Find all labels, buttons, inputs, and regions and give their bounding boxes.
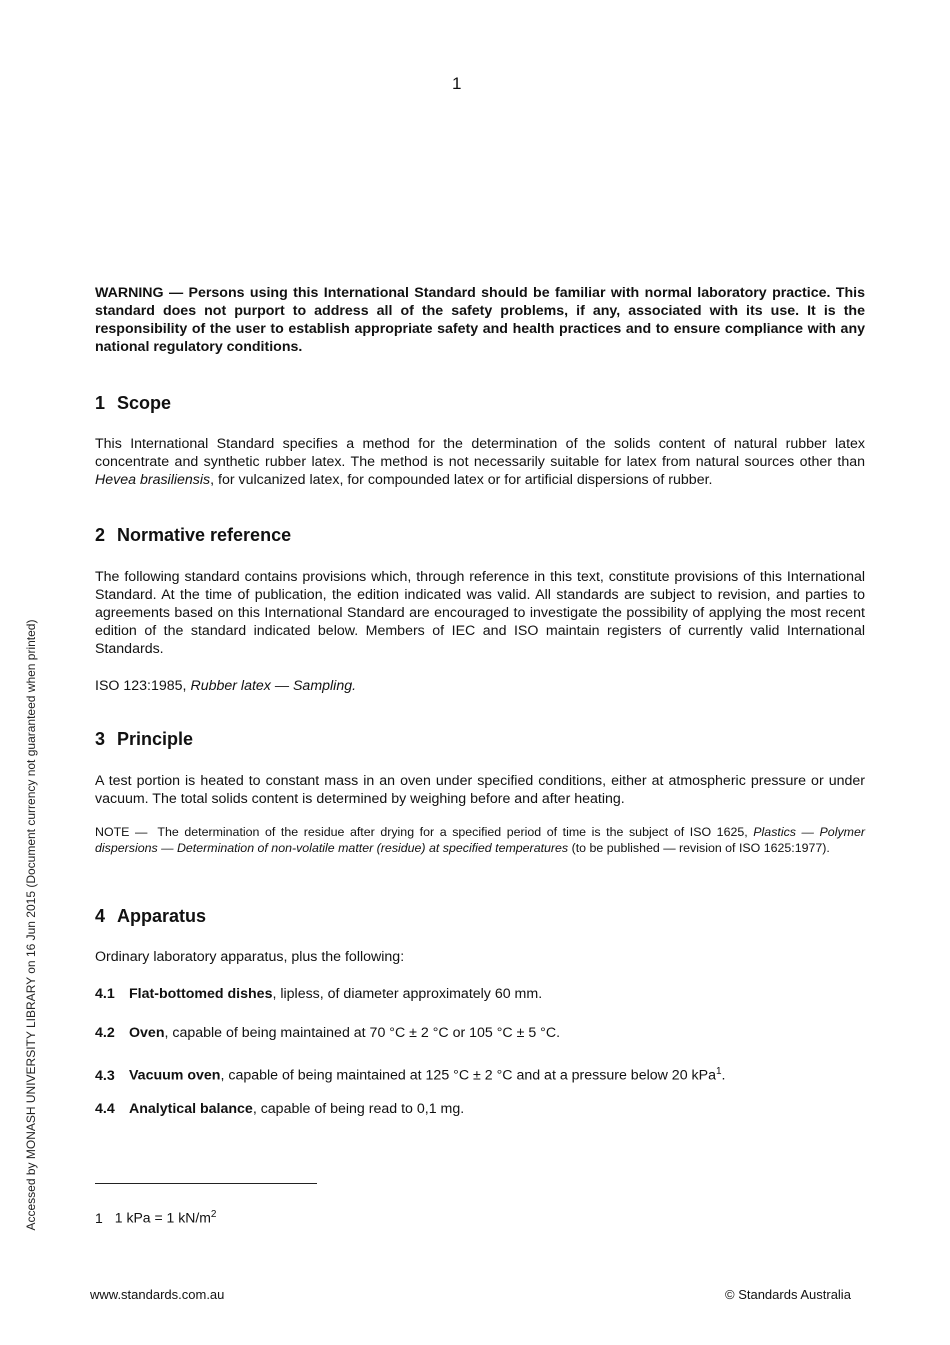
item-description: , lipless, of diameter approximately 60 mm. (272, 986, 543, 1002)
item-term: Oven (129, 1025, 165, 1041)
section-heading-principle (95, 729, 193, 750)
note-label: NOTE — (95, 825, 148, 839)
reference-code: ISO 123:1985, (95, 678, 191, 694)
normative-reference-entry (95, 677, 865, 695)
item-description-end: . (721, 1067, 726, 1084)
item-term: Analytical balance (129, 1101, 253, 1117)
item-description: , capable of being read to 0,1 mg. (252, 1101, 465, 1117)
section-heading-apparatus (95, 906, 206, 927)
footnote-number: 1 (95, 1209, 103, 1226)
item-number: 4.4 (95, 1101, 115, 1117)
note-text-end: (to be published — revision of ISO 1625:1977). (568, 841, 830, 855)
section-title: Scope (117, 393, 172, 413)
safety-warning: WARNING — Persons using this International Standard should be familiar with normal laboratory practice. This standard does not purport to address all of the safety problems, if any, associated with its use. It is the responsibility of the user to establish appropriate safety and health practices and to ensure compliance with any national regulatory conditions. (95, 285, 865, 355)
note-text: The determination of the residue after drying for a specified period of time is the subject of ISO 1625, (157, 825, 754, 839)
item-description: , capable of being maintained at 125 °C ± 2 °C and at a pressure below 20 kPa (220, 1067, 716, 1084)
scope-text: This International Standard specifies a method for the determination of the solids content of natural rubber latex concentrate and synthetic rubber latex. The method is not necessarily suitable for latex from natural sources other than (95, 436, 865, 470)
item-number: 4.1 (95, 986, 115, 1002)
footer-website: www.standards.com.au (90, 1287, 225, 1302)
principle-paragraph: A test portion is heated to constant mass in an oven under specified conditions, either at atmospheric pressure or under vacuum. The total solids content is determined by weighing before and after heating. (95, 773, 865, 807)
note-italic-title: Plastics — Polymer dispersions — Determination of non-volatile matter (residue) at specified temperatures (95, 825, 865, 855)
scope-paragraph (95, 435, 865, 489)
section-number: 3 (95, 729, 106, 749)
apparatus-intro: Ordinary laboratory apparatus, plus the following: (95, 949, 405, 965)
section-title: Normative reference (117, 525, 292, 545)
access-watermark-text: Accessed by MONASH UNIVERSITY LIBRARY on 16 Jun 2015 (Document currency not guaranteed when printed) (24, 619, 38, 1231)
section-number: 1 (95, 393, 106, 413)
section-title: Apparatus (117, 906, 207, 926)
footer-copyright: © Standards Australia (725, 1287, 851, 1302)
footnote-superscript: 2 (210, 1209, 217, 1220)
item-number: 4.3 (95, 1067, 115, 1084)
section-number: 4 (95, 906, 106, 926)
footnote-divider (95, 1183, 317, 1184)
section-heading-scope (95, 393, 171, 414)
principle-note (95, 824, 865, 856)
page-number: 1 (452, 74, 462, 93)
footnote-marker: 1 (715, 1066, 722, 1077)
item-number: 4.2 (95, 1025, 115, 1041)
scope-text-end: , for vulcanized latex, for compounded latex or for artificial dispersions of rubber. (210, 472, 713, 488)
apparatus-item (95, 985, 865, 1003)
normative-paragraph: The following standard contains provisions which, through reference in this text, constitute provisions of this International Standard. At the time of publication, the edition indicated was valid. All standards are subject to revision, and parties to agreements based on this International Standard are encouraged to investigate the possibility of applying the most recent edition of the standard indicated below. Members of IEC and ISO maintain registers of currently valid International Standards. (95, 569, 865, 657)
item-description: , capable of being maintained at 70 °C ± 2 °C or 105 °C ± 5 °C. (164, 1025, 561, 1041)
item-term: Flat-bottomed dishes (129, 986, 273, 1002)
footnote-text: 1 kPa = 1 kN/m (114, 1209, 211, 1226)
reference-title: Rubber latex — Sampling. (190, 678, 357, 694)
scope-species-name: Hevea brasiliensis (95, 472, 211, 488)
section-number: 2 (95, 525, 106, 545)
section-heading-normative-reference (95, 525, 291, 546)
apparatus-item (95, 1024, 865, 1042)
apparatus-item (95, 1100, 865, 1118)
item-term: Vacuum oven (129, 1067, 221, 1084)
section-title: Principle (117, 729, 194, 749)
apparatus-item (95, 1063, 865, 1085)
footnote (95, 1209, 216, 1226)
